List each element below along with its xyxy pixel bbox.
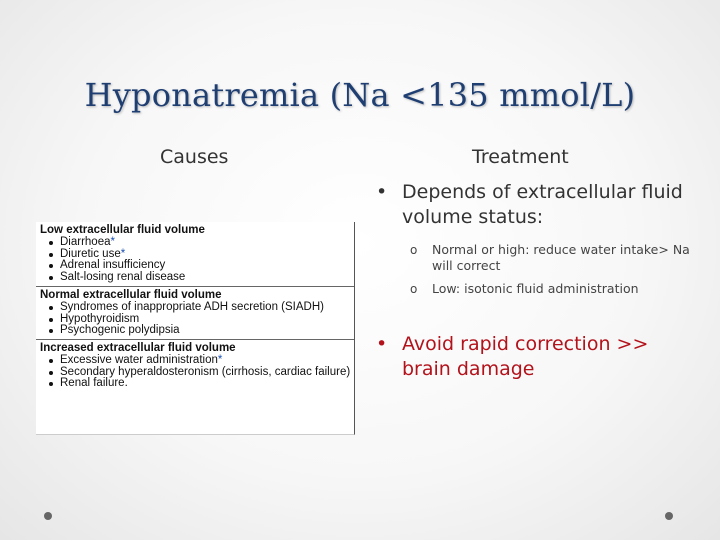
subpoint-text: Low: isotonic fluid administration [432, 281, 639, 296]
treatment-heading: Treatment [472, 146, 569, 168]
asterisk: * [217, 353, 223, 366]
corner-dot-icon [44, 512, 52, 520]
item-text: Psychogenic polydipsia [60, 324, 180, 337]
point-text: Depends of extracellular fluid volume status: [402, 181, 683, 228]
circle-bullet-icon: o [410, 243, 418, 257]
item-text: Salt-losing renal disease [60, 271, 186, 284]
asterisk: * [120, 247, 126, 260]
warning-text: Avoid rapid correction >> brain damage [402, 333, 649, 380]
bullet-icon: • [376, 181, 388, 203]
item-text: Diarrhoea [60, 236, 111, 248]
item-text: Secondary hyperaldosteronism (cirrhosis, cardiac failure) [60, 365, 351, 378]
group-title: Normal extracellular fluid volume [40, 288, 222, 301]
treatment-point-2 [368, 332, 698, 382]
group-title: Increased extracellular fluid volume [40, 341, 236, 354]
corner-dot-icon [665, 512, 673, 520]
subpoint-text: Normal or high: reduce water intake> Na will correct [432, 242, 690, 273]
bullet-icon: • [376, 333, 388, 355]
subpoint-normal [410, 242, 698, 274]
item-text: Hypothyroidism [60, 312, 140, 325]
list-item [40, 378, 354, 390]
causes-table [36, 222, 355, 435]
table-group-low [36, 222, 354, 287]
slide-title: Hyponatremia (Na <135 mmol/L) [84, 76, 636, 114]
circle-bullet-icon: o [410, 282, 418, 296]
item-text: Excessive water administration [60, 353, 218, 366]
group-title: Low extracellular fluid volume [40, 224, 205, 236]
item-text: Diuretic use [60, 247, 121, 260]
causes-heading: Causes [160, 146, 229, 168]
list-item [40, 272, 354, 284]
table-group-increased [36, 340, 354, 392]
treatment-list [368, 180, 698, 304]
table-group-normal [36, 287, 354, 340]
list-item [40, 325, 354, 337]
item-text: Adrenal insufficiency [60, 259, 166, 272]
treatment-subpoints [368, 242, 698, 297]
treatment-point-1 [368, 180, 698, 230]
item-text: Renal failure. [60, 377, 128, 390]
asterisk: * [110, 236, 115, 248]
item-text: Syndromes of inappropriate ADH secretion (SIADH) [60, 300, 324, 313]
subpoint-low [410, 281, 698, 297]
